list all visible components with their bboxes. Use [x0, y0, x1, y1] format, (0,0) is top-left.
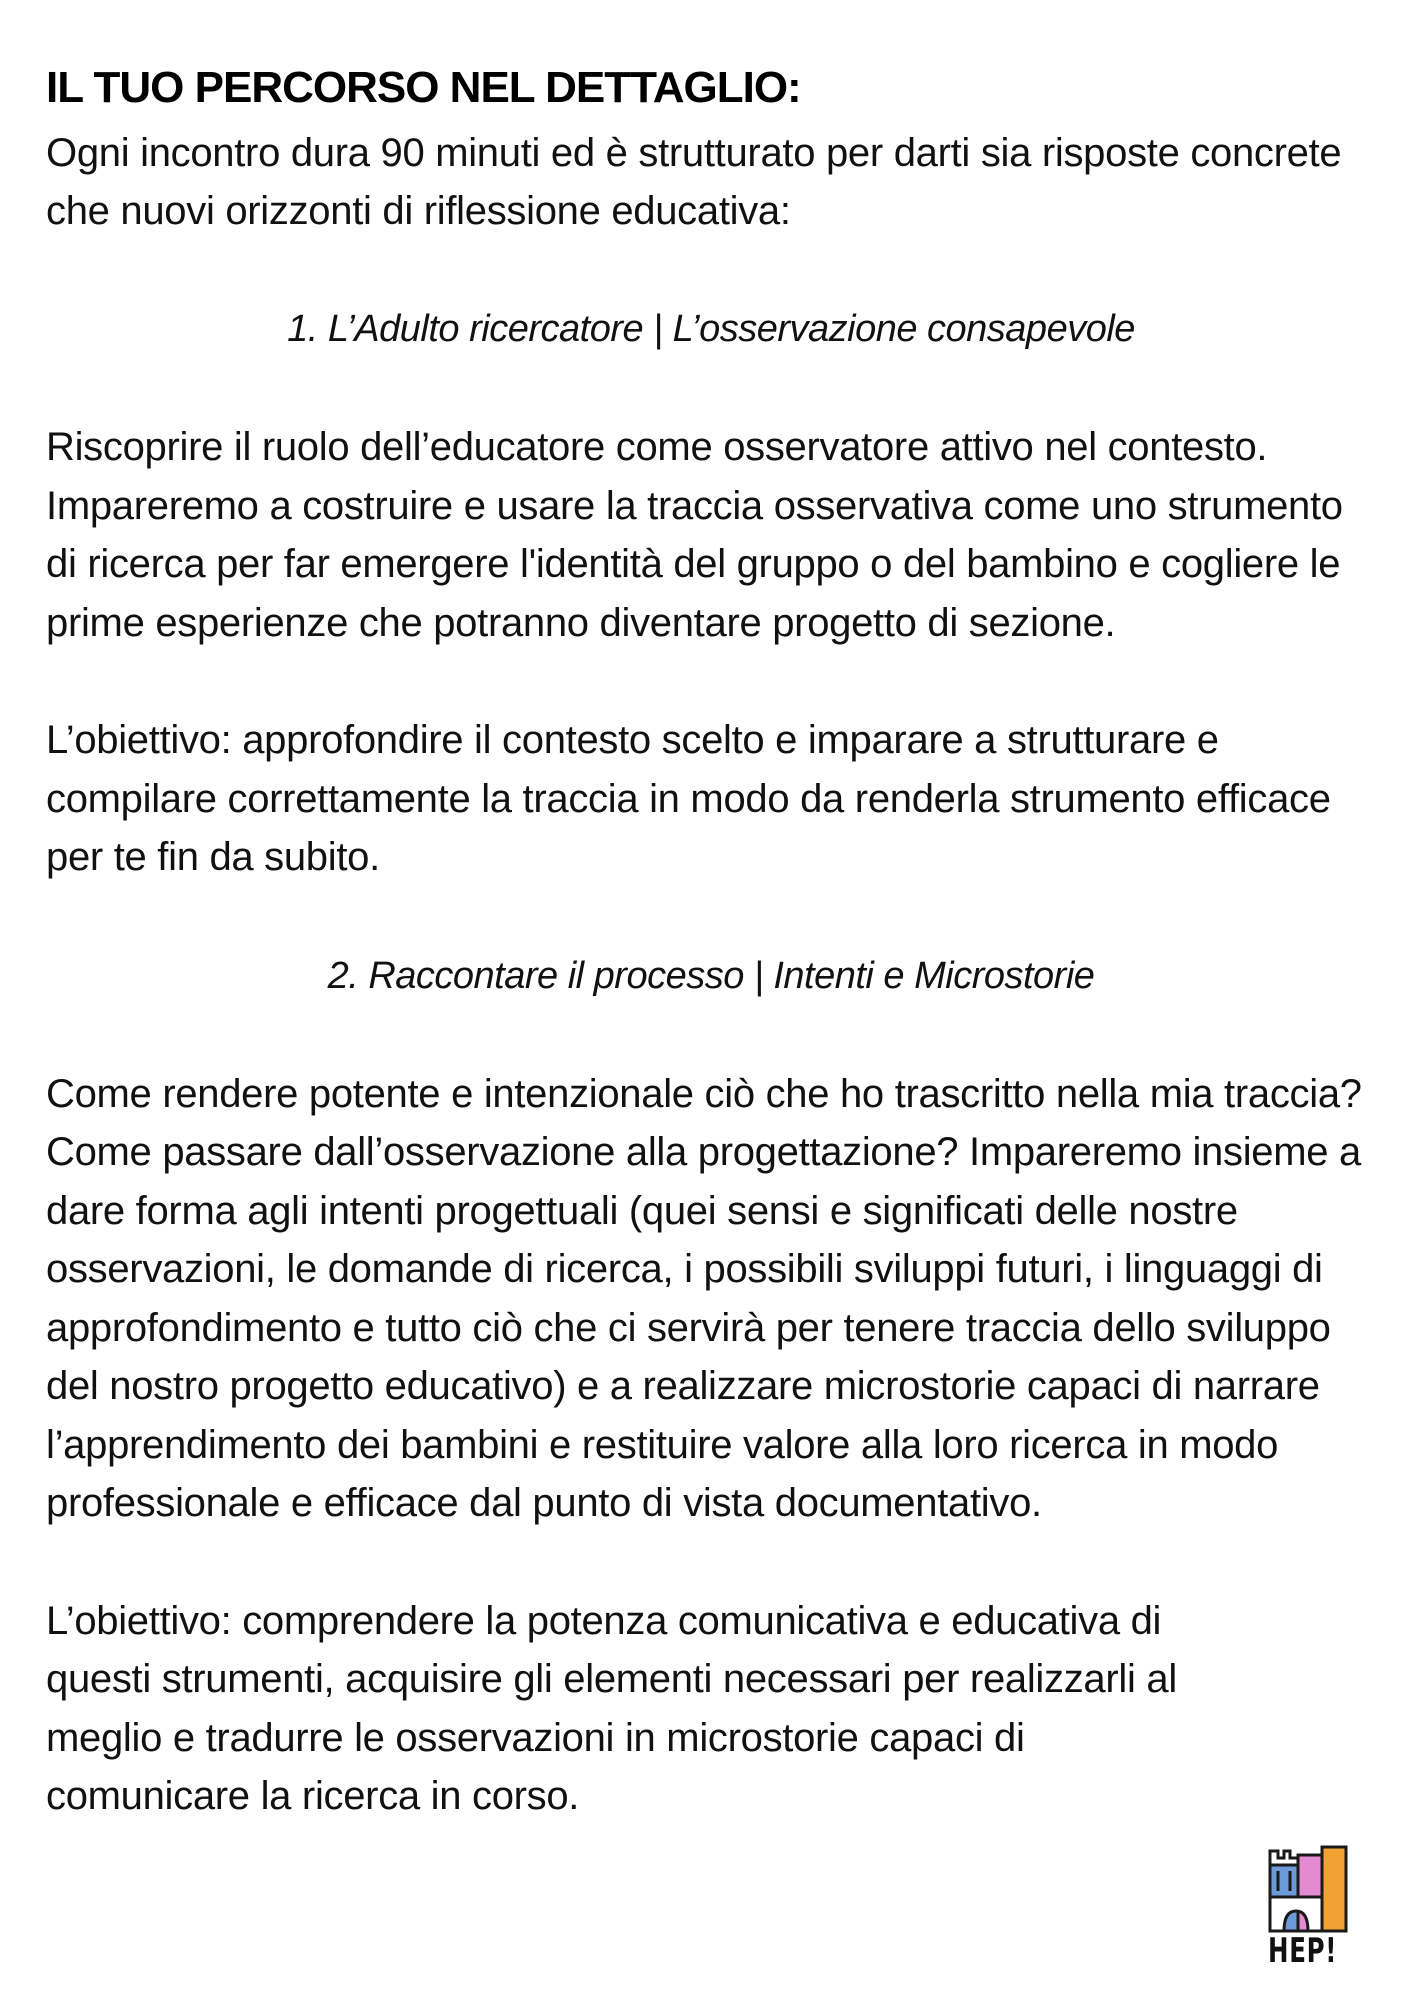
module-2-description: Come rendere potente e intenzionale ciò che ho trascritto nella mia traccia? Come passare dall’osservazione alla progettazione? Impareremo insieme a dare forma agli intenti progettuali (quei sensi e significati delle nostre osservazioni, le domande di ricerca, i possibili sviluppi futuri, i linguaggi di approfondimento e tutto ciò che ci servirà per tenere traccia dello sviluppo del nostro progetto educativo) e a realizzare microstorie capaci di narrare l’apprendimento dei bambini e restituire valore alla loro ricerca in modo professionale e efficace dal punto di vista documentativo.: [46, 1071, 1362, 1525]
logo-text: HEP!: [1268, 1931, 1338, 1971]
module-1-description: Riscoprire il ruolo dell’educatore come osservatore attivo nel contesto. Impareremo a costruire e usare la traccia osservativa come uno strumento di ricerca per far emergere l'identità del gruppo o del bambino e cogliere le prime esperienze che potranno diventare progetto di sezione.: [46, 425, 1343, 645]
document-page: [46, 58, 1376, 1826]
logo-block-orange: [1322, 1847, 1346, 1931]
page-title: IL TUO PERCORSO NEL DETTAGLIO:: [46, 63, 801, 112]
intro-text: Ogni incontro dura 90 minuti ed è strutturato per darti sia risposte concrete che nuovi orizzonti di riflessione educativa:: [46, 131, 1342, 233]
module-2-heading: 2. Raccontare il processo | Intenti e Microstorie: [327, 954, 1095, 997]
hep-logo: [1268, 1845, 1350, 1975]
module-1-heading: 1. L’Adulto ricercatore | L’osservazione consapevole: [287, 308, 1135, 350]
module-1-objective: L’obiettivo: approfondire il contesto scelto e imparare a strutturare e compilare correttamente la traccia in modo da renderla strumento efficace per te fin da subito.: [46, 718, 1331, 879]
module-2-objective: L’obiettivo: comprendere la potenza comunicativa e educativa di questi strumenti, acquisire gli elementi necessari per realizzarli al meglio e tradurre le osservazioni in microstorie capaci di comunicare la ricerca in corso.: [46, 1598, 1177, 1818]
hep-logo-icon: [1268, 1845, 1350, 1933]
